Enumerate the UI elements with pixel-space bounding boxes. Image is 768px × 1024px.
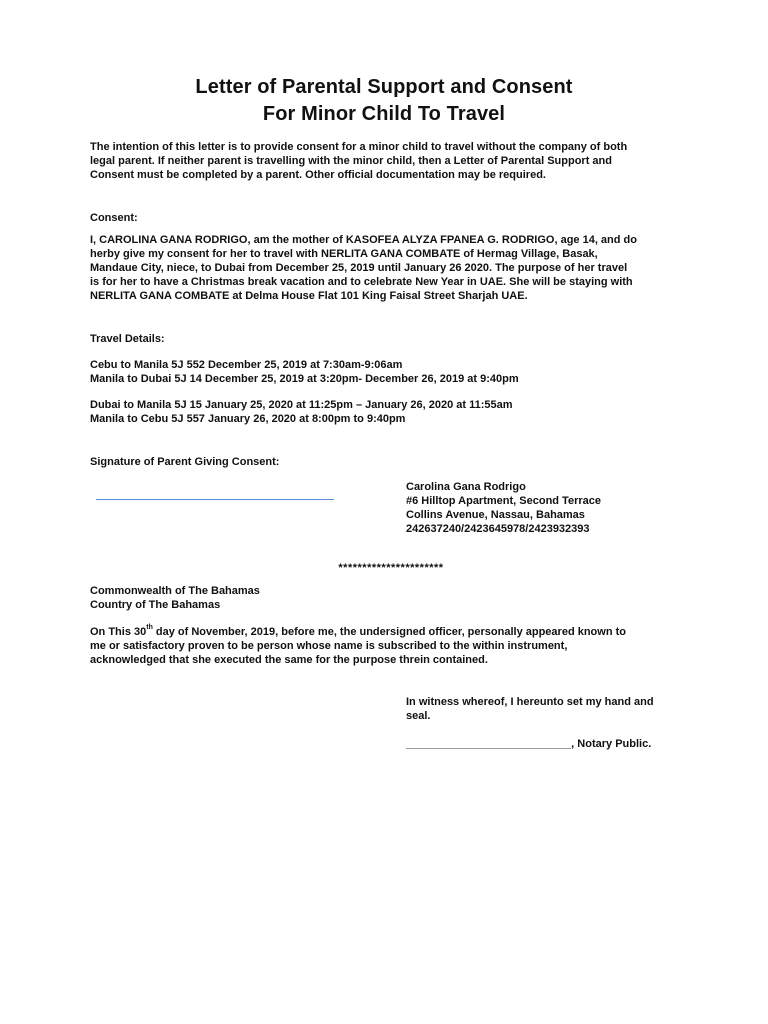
consent-heading: Consent:: [90, 212, 138, 224]
outbound-flights: [90, 358, 690, 386]
jurisdiction-block: [90, 584, 690, 612]
signature-heading: Signature of Parent Giving Consent:: [90, 456, 280, 468]
flight-line: Dubai to Manila 5J 15 January 25, 2020 at 11:25pm – January 26, 2020 at 11:55am: [90, 399, 513, 411]
consent-paragraph: [90, 233, 690, 303]
witness-line: seal.: [406, 710, 431, 722]
consent-line: I, CAROLINA GANA RODRIGO, am the mother of KASOFEA ALYZA FPANEA G. RODRIGO, age 14, and do: [90, 234, 637, 246]
oath-line-rest: day of November, 2019, before me, the undersigned officer, personally appeared known to: [152, 626, 626, 638]
intro-paragraph: [90, 140, 690, 182]
flight-line: Manila to Cebu 5J 557 January 26, 2020 at 8:00pm to 9:40pm: [90, 413, 406, 425]
document-subtitle: For Minor Child To Travel: [262, 103, 506, 125]
notary-statement-line: [90, 625, 690, 639]
signature-line: [96, 499, 334, 500]
consent-line: NERLITA GANA COMBATE at Delma House Flat 101 King Faisal Street Sharjah UAE.: [90, 290, 528, 302]
jurisdiction-line: Country of The Bahamas: [90, 599, 221, 611]
address-line: #6 Hilltop Apartment, Second Terrace: [406, 495, 601, 507]
parent-address-block: [406, 480, 601, 536]
consent-line: herby give my consent for her to travel with NERLITA GANA COMBATE of Hermag Village, Basak,: [90, 248, 598, 260]
consent-line: Mandaue City, niece, to Dubai from December 25, 2019 until January 26 2020. The purpose of her travel: [90, 262, 628, 274]
witness-line: In witness whereof, I hereunto set my hand and: [406, 696, 654, 708]
flight-line: Manila to Dubai 5J 14 December 25, 2019 at 3:20pm- December 26, 2019 at 9:40pm: [90, 373, 519, 385]
intro-line: Consent must be completed by a parent. Other official documentation may be required.: [90, 169, 546, 181]
witness-clause: [406, 695, 654, 723]
intro-line: legal parent. If neither parent is travelling with the minor child, then a Letter of Parental Support and: [90, 155, 612, 167]
document-title: Letter of Parental Support and Consent: [195, 76, 573, 98]
oath-prefix: On This 30: [90, 626, 147, 638]
intro-line: The intention of this letter is to provide consent for a minor child to travel without the company of both: [90, 141, 628, 153]
jurisdiction-line: Commonwealth of The Bahamas: [90, 585, 260, 597]
notary-statement-line: acknowledged that she executed the same for the purpose threin contained.: [90, 654, 488, 666]
phone-numbers: 242637240/2423645978/2423932393: [406, 523, 590, 535]
return-flights: [90, 398, 690, 426]
notary-signature-line: ___________________________, Notary Public.: [406, 738, 652, 750]
travel-details-heading: Travel Details:: [90, 333, 165, 345]
notary-statement-line: me or satisfactory proven to be person whose name is subscribed to the within instrument,: [90, 640, 568, 652]
flight-line: Cebu to Manila 5J 552 December 25, 2019 at 7:30am-9:06am: [90, 359, 403, 371]
parent-name: Carolina Gana Rodrigo: [406, 481, 526, 493]
section-separator: **********************: [338, 562, 444, 574]
notary-statement: [90, 625, 690, 667]
address-line: Collins Avenue, Nassau, Bahamas: [406, 509, 585, 521]
ordinal-suffix: th: [146, 624, 153, 632]
consent-line: is for her to have a Christmas break vacation and to celebrate New Year in UAE. She will be staying with: [90, 276, 633, 288]
